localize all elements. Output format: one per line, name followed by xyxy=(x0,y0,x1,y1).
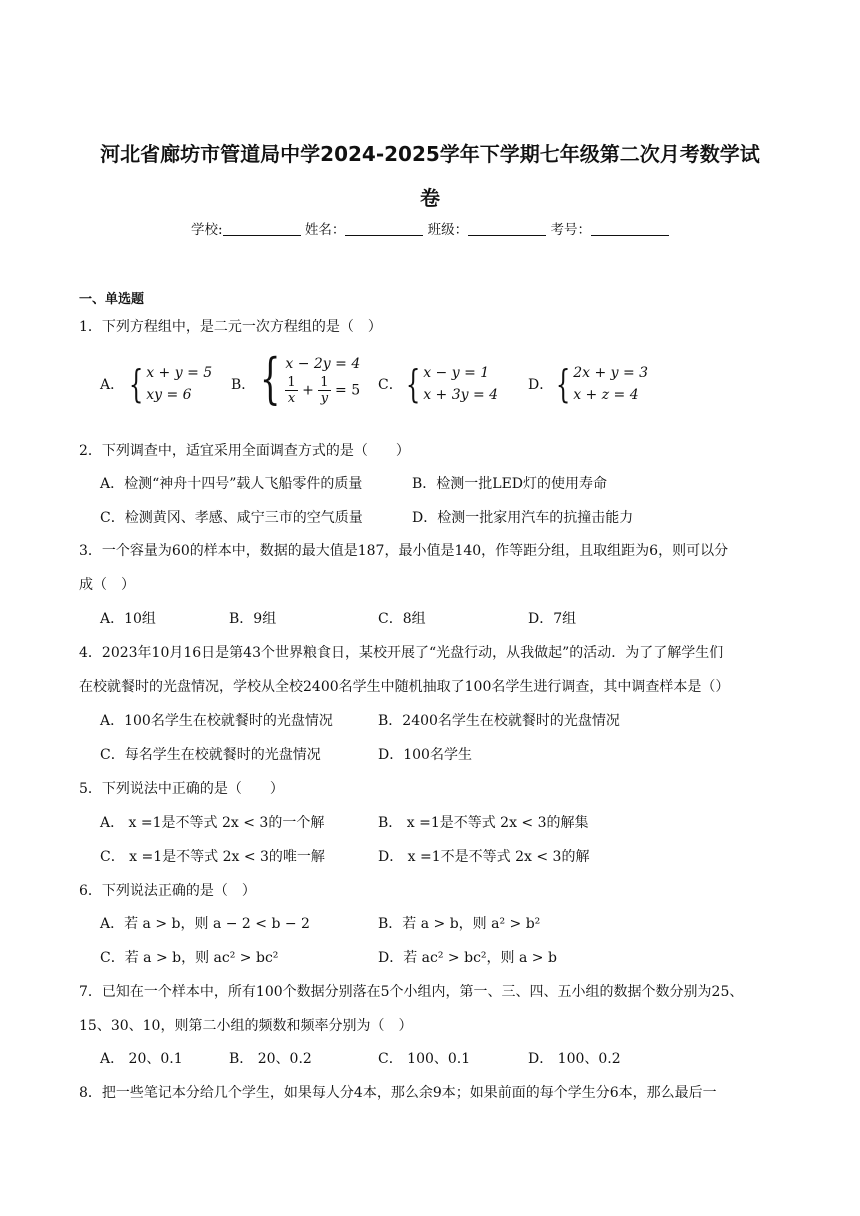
q1-c-eq1: x − y = 1 xyxy=(423,365,490,381)
q1-label-c: C． xyxy=(378,377,403,393)
q7-stem-line2: 15、30、10，则第二小组的频数和频率分别为（ ） xyxy=(79,1018,413,1034)
q4-option-b: B．2400名学生在校就餐时的光盘情况 xyxy=(378,713,620,729)
q1-d-eq2: x + z = 4 xyxy=(573,387,639,403)
q4-stem-line2: 在校就餐时的光盘情况，学校从全校2400名学生中随机抽取了100名学生进行调查，其中调查样本是（） xyxy=(79,679,730,695)
q3-option-c: C．8组 xyxy=(378,611,426,627)
q3-stem-line2: 成（ ） xyxy=(79,577,135,593)
q1-c-eq2: x + 3y = 4 xyxy=(423,387,499,403)
q6-option-b: B．若 a > b，则 a² > b² xyxy=(378,916,541,932)
q4-option-d: D．100名学生 xyxy=(378,747,472,763)
student-info-row xyxy=(0,218,860,238)
q6-option-c: C．若 a > b，则 ac² > bc² xyxy=(100,950,279,966)
q1-option-b xyxy=(253,347,361,410)
q8-stem-line1: 8．把一些笔记本分给几个学生，如果每人分4本，那么余9本；如果前面的每个学生分6本，那么最后一 xyxy=(79,1085,717,1101)
q1-a-eq1: x + y = 5 xyxy=(146,365,213,381)
q7-option-c: C． 100、0.1 xyxy=(378,1051,471,1067)
q2-option-d: D．检测一批家用汽车的抗撞击能力 xyxy=(412,510,634,526)
q5-stem: 5．下列说法中正确的是（ ） xyxy=(79,781,284,797)
q7-option-d: D． 100、0.2 xyxy=(528,1051,621,1067)
school-blank[interactable] xyxy=(223,221,301,236)
title-line-2: 卷 xyxy=(420,186,440,210)
q2-option-c: C．检测黄冈、孝感、咸宁三市的空气质量 xyxy=(100,510,363,526)
class-blank[interactable] xyxy=(468,221,546,236)
school-label: 学校: xyxy=(191,222,223,238)
q3-option-a: A．10组 xyxy=(100,611,156,627)
q1-option-d xyxy=(551,362,648,406)
q3-option-d: D．7组 xyxy=(528,611,577,627)
q2-stem: 2．下列调查中，适宜采用全面调查方式的是（ ） xyxy=(79,443,410,459)
q1-d-eq1: 2x + y = 3 xyxy=(573,365,649,381)
name-blank[interactable] xyxy=(345,221,423,236)
q1-b-eq1: x − 2y = 4 xyxy=(285,355,361,372)
q7-stem-line1: 7．已知在一个样本中，所有100个数据分别落在5个小组内，第一、三、四、五小组的数据个数分别为25、 xyxy=(79,984,744,1000)
name-label: 姓名： xyxy=(304,222,346,238)
q1-option-c xyxy=(401,362,498,406)
q4-option-a: A．100名学生在校就餐时的光盘情况 xyxy=(100,713,333,729)
q5-option-d: D． x =1不是不等式 2x < 3的解 xyxy=(378,849,590,865)
q4-stem-line1: 4．2023年10月16日是第43个世界粮食日，某校开展了“光盘行动，从我做起”的活动．为了了解学生们 xyxy=(79,645,724,661)
q2-option-b: B．检测一批LED灯的使用寿命 xyxy=(412,476,608,492)
q1-stem: 1．下列方程组中，是二元一次方程组的是（ ） xyxy=(79,319,382,335)
q1-b-eq2-tail: = 5 xyxy=(330,382,361,398)
brace-icon: { xyxy=(259,347,281,410)
q7-option-b: B． 20、0.2 xyxy=(229,1051,312,1067)
q1-option-a xyxy=(124,362,212,406)
q1-a-eq2: xy = 6 xyxy=(146,387,192,403)
brace-icon: { xyxy=(405,362,421,406)
q4-option-c: C．每名学生在校就餐时的光盘情况 xyxy=(100,747,321,763)
exam-title xyxy=(70,132,790,220)
title-line-1: 河北省廊坊市管道局中学2024-2025学年下学期七年级第二次月考数学试 xyxy=(100,142,760,166)
id-blank[interactable] xyxy=(591,221,669,236)
id-label: 考号： xyxy=(550,222,591,238)
q1-label-a: A． xyxy=(100,377,125,393)
q5-option-a: A． x =1是不等式 2x < 3的一个解 xyxy=(100,815,325,831)
q7-option-a: A． 20、0.1 xyxy=(100,1051,183,1067)
q5-option-b: B． x =1是不等式 2x < 3的解集 xyxy=(378,815,589,831)
section-heading: 一、单选题 xyxy=(79,292,145,307)
q5-option-c: C． x =1是不等式 2x < 3的唯一解 xyxy=(100,849,325,865)
q6-stem: 6．下列说法正确的是（ ） xyxy=(79,883,256,899)
q3-stem-line1: 3．一个容量为60的样本中，数据的最大值是187，最小值是140，作等距分组，且取组距为6，则可以分 xyxy=(79,543,729,559)
q3-option-b: B．9组 xyxy=(229,611,277,627)
q2-option-a: A．检测“神舟十四号”载人飞船零件的质量 xyxy=(100,476,363,492)
brace-icon: { xyxy=(555,362,571,406)
q1-b-eq2: $\frac{1}{x}$ + $\frac{1}{y}$ = 5 xyxy=(287,374,361,406)
class-label: 班级： xyxy=(427,222,469,238)
q1-label-b: B． xyxy=(231,377,256,393)
q1-label-d: D． xyxy=(528,377,554,393)
brace-icon: { xyxy=(128,362,144,406)
q6-option-d: D．若 ac² > bc²，则 a > b xyxy=(378,950,557,966)
q6-option-a: A．若 a > b，则 a − 2 < b − 2 xyxy=(100,916,310,932)
